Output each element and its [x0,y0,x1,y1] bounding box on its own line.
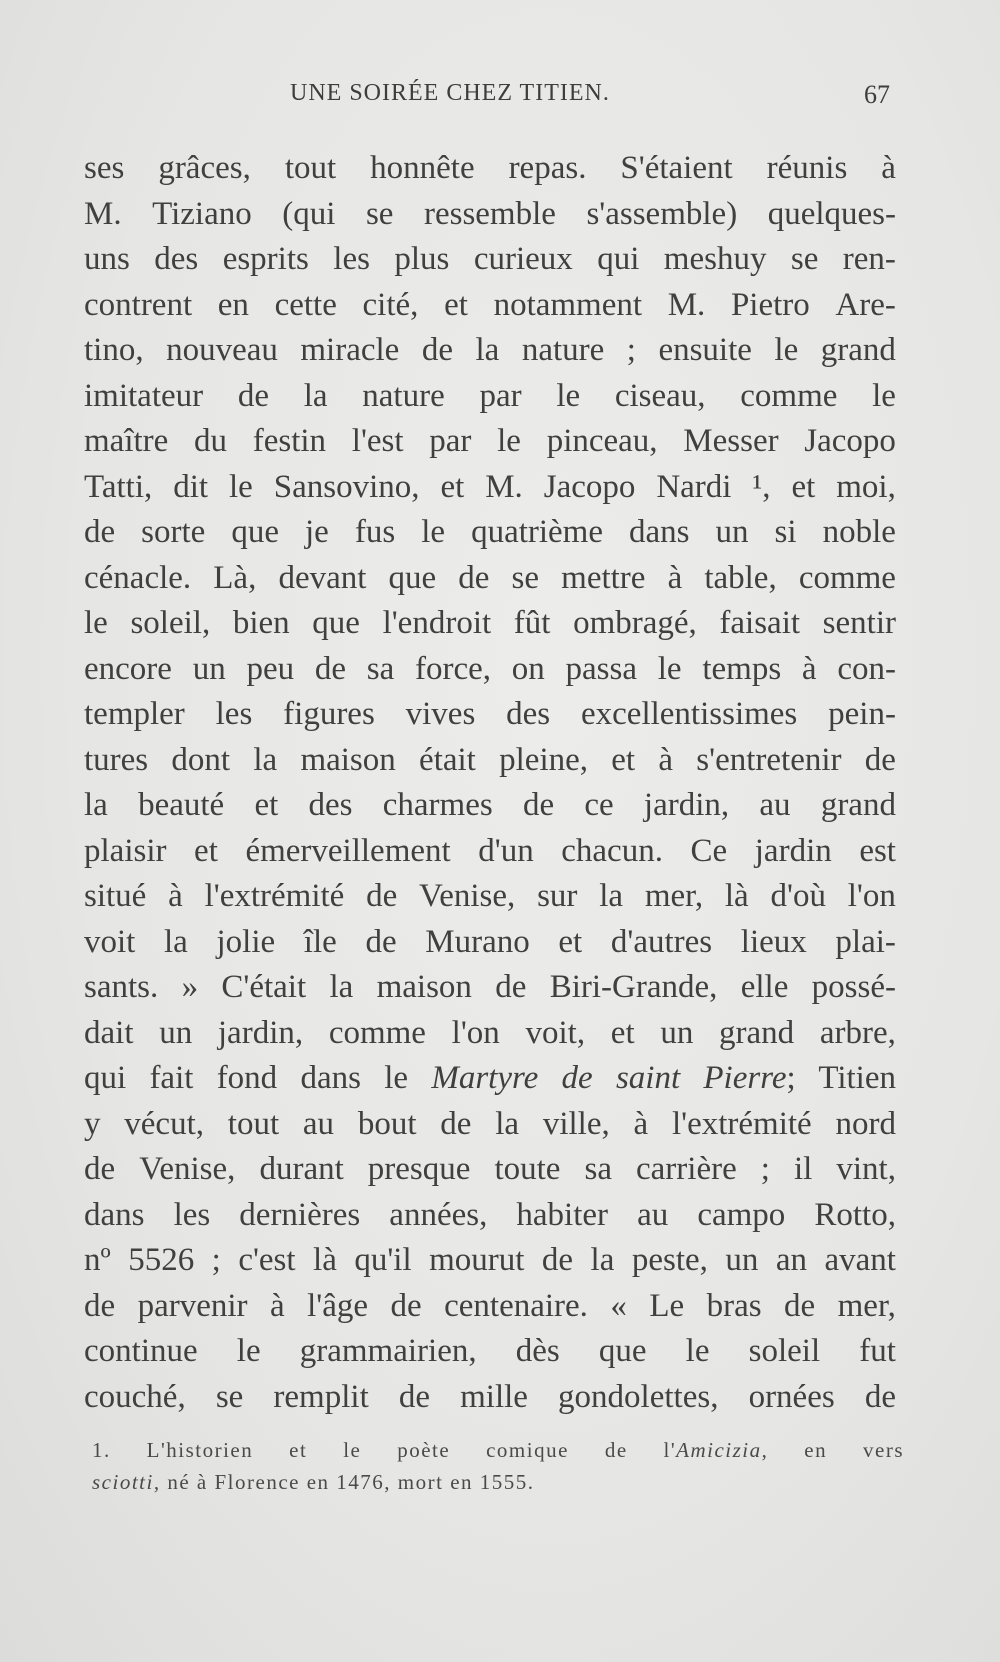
word: le [685,1333,710,1369]
word: se [365,195,394,232]
word: carrière [636,1151,737,1187]
word: maison [376,969,472,1005]
word: la [253,741,278,778]
word: des [506,696,551,732]
word: de [864,1378,896,1415]
word: noble [822,514,896,550]
word: festin [252,423,327,459]
word: là [724,878,749,914]
word: notamment [493,286,643,323]
word: jolie [216,923,276,960]
word: grand [820,332,896,368]
word: sorte [141,514,206,550]
word: Biri-Grande, [549,969,718,1005]
word: la [495,1105,520,1142]
word: était [419,741,476,778]
word: et [791,468,816,505]
word: ; [211,1242,221,1278]
word: campo [697,1196,786,1233]
word: tout [227,1105,280,1142]
word: grammairien, [299,1333,477,1369]
word: on [511,650,545,687]
word: que [312,605,360,641]
word: table, [704,559,777,596]
word: s'assemble) [586,195,738,232]
text-line [84,328,896,374]
word: passa [565,650,638,687]
word: Sansovino, [273,468,420,505]
word: se [511,559,540,596]
word: de [314,650,346,687]
word: le [774,332,799,368]
word: vécut, [124,1105,204,1142]
word: dont [171,741,231,778]
artwork-title: Martyre de saint Pierre [431,1060,787,1096]
word: voit [84,923,136,960]
word: ciseau, [614,377,706,414]
word: nature [362,377,445,414]
word: devant [278,559,367,596]
word: de [390,1287,422,1324]
word: le [236,1333,261,1369]
word: esprits [222,241,309,277]
word: M. [485,468,523,505]
word: la [84,787,108,823]
word: ; [760,1151,770,1187]
word: là [313,1242,337,1278]
word: plai- [835,923,896,960]
footnote-line: sciotti, né à Florence en 1476, mort en 1555. [92,1470,535,1494]
word: ville, [542,1105,610,1142]
word: de [522,787,555,823]
word: le [497,423,521,459]
word: fut [859,1333,896,1369]
word: par [479,377,522,414]
word: uns [84,241,130,277]
word: cité, [362,286,419,323]
word: réunis [766,150,848,186]
word: sur [537,878,578,914]
word: à [633,1105,649,1142]
text-line [84,237,896,283]
word: comme [798,559,896,596]
word: du [194,423,228,459]
word: Jacopo [804,423,896,459]
word: s'entretenir [696,741,842,778]
text-segment: ; Titien [786,1060,896,1096]
word: de [495,969,527,1005]
word: jardin [754,832,832,869]
text-line [84,146,896,192]
word: continue [84,1333,198,1369]
word: que [598,1333,647,1369]
word: ses [84,150,125,186]
text-line [84,647,896,693]
word: et [610,1014,635,1051]
word: quelques- [767,195,896,232]
word: Nardi [656,468,732,505]
word: je [305,514,329,550]
word: repas. [508,150,587,186]
text-line-with-title [84,1056,896,1102]
word: Là, [213,559,257,596]
word: de [440,1105,472,1142]
word: curieux [473,241,573,277]
text-line [84,1238,896,1284]
work-title: Amicizia [676,1438,762,1462]
word: mourut [429,1242,525,1278]
word: de [541,1242,574,1278]
word: gondolettes, [558,1378,719,1415]
text-line [84,510,896,556]
text-line [84,556,896,602]
word: M. [667,286,706,323]
word: si [774,514,797,550]
word: des [154,241,199,277]
word: à [658,741,674,778]
word: parvenir [137,1287,248,1324]
word: fût [513,605,551,641]
word: se [790,241,819,277]
word: la [303,377,328,414]
word: le [84,605,108,641]
word: mille [460,1378,528,1415]
text-line [84,829,896,875]
page-number: 67 [864,80,890,109]
word: c'est [238,1242,296,1278]
word: à [270,1287,285,1324]
word: à [801,650,817,687]
word: à [881,150,896,186]
word: toute [494,1151,561,1187]
word: nº [84,1242,111,1278]
word: pleine, [499,741,589,778]
word: années, [389,1196,488,1233]
word: maison [300,741,396,778]
text-line [84,465,896,511]
word: Murano [425,923,530,960]
word: tures [84,741,149,778]
running-title: UNE SOIRÉE CHEZ TITIEN. [290,80,610,106]
word: un [660,1014,694,1051]
word: excellentissimes [581,696,798,732]
word: le [421,514,446,550]
word: C'était [221,969,307,1005]
word: cette [274,286,337,323]
word: comme [740,377,838,414]
word: mer, [644,878,704,914]
word: situé [84,878,147,914]
word: à [667,559,683,596]
word: dit [173,468,209,505]
word: le [657,650,682,687]
word: lieux [740,923,807,960]
word: d'un [478,832,534,869]
word: fus [354,514,396,550]
word: il [793,1151,813,1187]
word: qui [597,241,640,277]
word: grand [820,787,896,823]
word: soleil, [130,605,211,641]
word: miracle [300,332,400,368]
word: jardin, [643,787,730,823]
word: dait [84,1014,134,1051]
word: meshuy [663,241,767,277]
word: tino, [84,332,144,368]
word: con- [837,650,896,687]
word: dans [629,514,690,550]
word: elle [740,969,789,1005]
word: temps [702,650,782,687]
word: peste, [631,1242,708,1278]
word: de [421,332,453,368]
word: bout [357,1105,417,1142]
word: Are- [835,286,896,323]
word: qu'il [354,1242,412,1278]
word: et [444,286,468,323]
word: dès [515,1333,560,1369]
word: tout [284,150,337,186]
word: vives [405,696,476,732]
text-line [84,1102,896,1148]
text-line [84,601,896,647]
word: le [872,377,896,414]
word: sants. [84,969,159,1005]
text-line [84,1011,896,1057]
word: an [775,1242,807,1278]
word: la [475,332,500,368]
word: île [303,923,337,960]
word: durant [259,1151,344,1187]
word: mer, [837,1287,896,1324]
word: de [84,514,116,550]
word: quatrième [471,514,603,550]
word: un [725,1242,759,1278]
text-line [84,692,896,738]
word: peu [246,650,295,687]
word: les [215,696,253,732]
word: des [308,787,353,823]
word: l'on [847,878,896,914]
word: au [302,1105,335,1142]
word: Venise, [419,878,516,914]
word: nouveau [166,332,278,368]
word: chacun. [561,832,663,869]
word: figures [283,696,375,732]
word: ensuite [658,332,752,368]
word: la [590,1242,615,1278]
word: ren- [842,241,896,277]
text-line [84,738,896,784]
word: vint, [836,1151,896,1187]
word: Pietro [730,286,810,323]
word: remplit [273,1378,369,1415]
text-line [84,192,896,238]
word: et [611,741,636,778]
word: maître [84,423,169,459]
word: ¹, [752,468,771,505]
word: possé- [811,969,896,1005]
word: au [759,787,791,823]
word: un [159,1014,193,1051]
word: la [164,923,188,960]
word: l'extrémité [671,1105,812,1142]
word: comme [328,1014,426,1051]
word: force, [415,650,492,687]
text-segment: qui fait fond dans le [84,1060,409,1096]
word: plus [394,241,450,277]
word: sa [366,650,395,687]
text-line [84,920,896,966]
text-line [84,1147,896,1193]
word: au [637,1196,669,1233]
word: dernières [239,1196,361,1233]
word: « [610,1287,627,1324]
word: Rotto, [814,1196,896,1233]
word: de [237,377,270,414]
body-text [84,146,896,1420]
word: d'autres [610,923,713,960]
text-line [84,1329,896,1375]
text-line [84,1375,896,1421]
word: couché, [84,1378,186,1415]
word: l'âge [307,1287,369,1324]
word: et [254,787,279,823]
footnote [92,1434,904,1498]
word: ressemble [423,195,556,232]
word: ombragé, [573,605,697,641]
word: Jacopo [543,468,636,505]
word: Venise, [139,1151,236,1187]
word: par [429,423,472,459]
word: grand [719,1014,795,1051]
word: honnête [370,150,475,186]
word: le [556,377,581,414]
text-line [84,874,896,920]
word: de [398,1378,430,1415]
word: ornées [748,1378,835,1415]
footnote-line: 1. L'historien et le poète comique de l'Amicizia, en vers [92,1438,905,1462]
word: de [84,1151,116,1187]
word: est [859,832,896,869]
word: encore [84,650,172,687]
word: sa [584,1151,612,1187]
word: un [715,514,749,550]
word: dans [84,1196,145,1233]
word: l'est [351,423,404,459]
word: bras [706,1287,762,1324]
word: avant [824,1242,896,1278]
word: la [599,878,624,914]
word: un [192,650,226,687]
word: y [84,1105,101,1142]
word: contrent [84,286,193,323]
word: d'où [770,878,826,914]
word: habiter [516,1196,609,1233]
word: Ce [690,832,728,869]
word: émerveillement [245,832,451,869]
word: » [181,969,199,1005]
word: de [365,923,397,960]
word: M. [84,195,122,232]
word: Tatti, [84,468,153,505]
word: mettre [561,559,646,596]
word: de [458,559,490,596]
word: cénacle. [84,559,192,596]
word: pinceau, [546,423,658,459]
text-line [84,1193,896,1239]
word: moi, [836,468,896,505]
word: (qui [282,195,336,232]
word: arbre, [819,1014,896,1051]
word: de [84,1287,116,1324]
word: nord [835,1105,896,1142]
word: Le [649,1287,685,1324]
text-line [84,374,896,420]
verse-term: sciotti [92,1470,154,1494]
text-line [84,419,896,465]
word: de [784,1287,816,1324]
text-line [84,1284,896,1330]
word: ; [626,332,636,368]
word: de [366,878,398,914]
word: l'extrémité [204,878,345,914]
word: le [228,468,253,505]
word: de [864,741,896,778]
word: la [329,969,354,1005]
word: centenaire. [444,1287,588,1324]
word: jardin, [217,1014,304,1051]
word: l'on [451,1014,500,1051]
word: plaisir [84,832,167,869]
word: l'endroit [382,605,492,641]
word: voit, [525,1014,586,1051]
word: en [217,286,249,323]
word: nature [521,332,605,368]
text-line [84,783,896,829]
word: imitateur [84,377,204,414]
word: sentir [822,605,896,641]
word: et [194,832,218,869]
word: les [333,241,370,277]
word: 5526 [128,1242,195,1278]
word: beauté [138,787,225,823]
word: et [440,468,465,505]
word: à [168,878,183,914]
word: charmes [382,787,493,823]
word: soleil [748,1333,821,1369]
word: les [173,1196,211,1233]
word: que [231,514,279,550]
word: S'étaient [620,150,733,186]
word: Tiziano [152,195,252,232]
word: et [558,923,583,960]
page-header [290,80,890,120]
text-line [84,965,896,1011]
word: templer [84,696,185,732]
word: Messer [683,423,779,459]
word: se [215,1378,244,1415]
word: presque [367,1151,471,1187]
text-line [84,283,896,329]
word: pein- [828,696,896,732]
word: que [388,559,437,596]
word: bien [232,605,290,641]
word: ce [584,787,614,823]
word: faisait [719,605,801,641]
word: grâces, [158,150,251,186]
